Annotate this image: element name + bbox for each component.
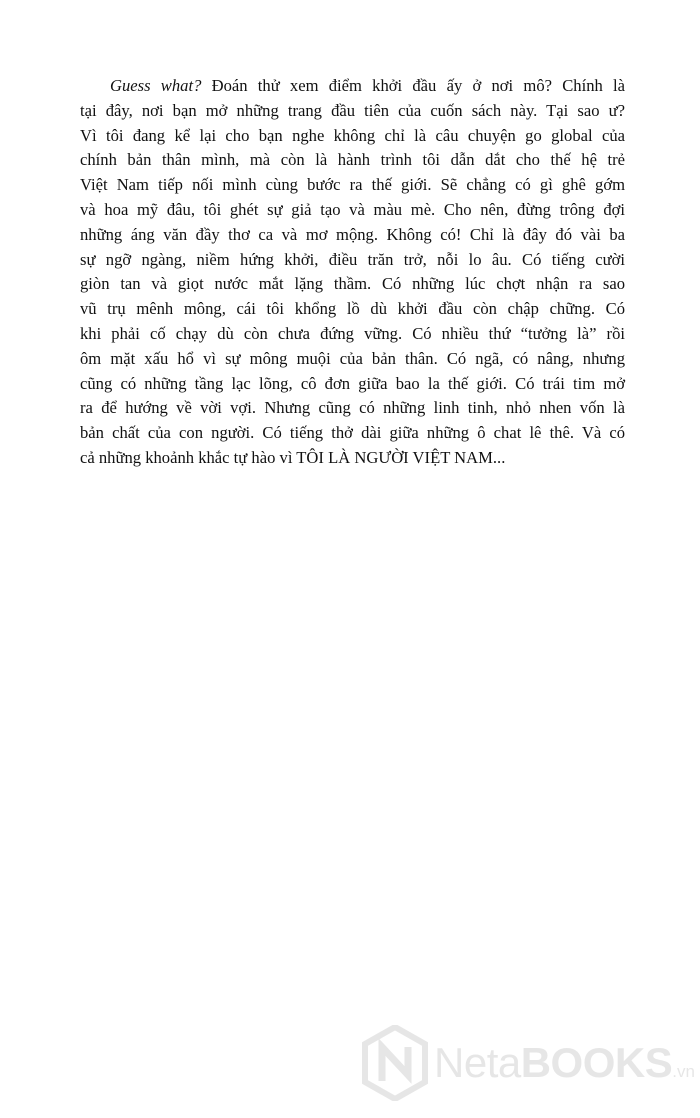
paragraph-line: ôm mặt xấu hổ vì sự mông muội của bản thân. Có ngã, có nâng, nhưng xyxy=(80,348,625,368)
body-paragraph xyxy=(80,74,625,471)
paragraph-line: và hoa mỹ đâu, tôi ghét sự giả tạo và màu mè. Cho nên, đừng trông đợi xyxy=(80,199,625,219)
paragraph-line: cả những khoảnh khắc tự hào vì TÔI LÀ NGƯỜI VIỆT NAM... xyxy=(80,447,506,467)
paragraph-line: giòn tan và giọt nước mắt lặng thầm. Có những lúc chợt nhận ra sao xyxy=(80,274,625,294)
paragraph-line: khi phải cố chạy dù còn chưa đứng vững. Có nhiều thứ “tưởng là” rồi xyxy=(80,323,625,343)
paragraph-line: Vì tôi đang kể lại cho bạn nghe không chỉ là câu chuyện go global của xyxy=(80,125,625,145)
netabooks-logo-icon xyxy=(362,1025,428,1101)
paragraph-line: tại đây, nơi bạn mở những trang đầu tiên của cuốn sách này. Tại sao ư? xyxy=(80,100,625,120)
paragraph-line xyxy=(80,74,625,99)
paragraph-line: Việt Nam tiếp nối mình cùng bước ra thế giới. Sẽ chẳng có gì ghê gớm xyxy=(80,175,625,195)
brand-suffix: .vn xyxy=(672,1062,695,1081)
brand-neta: Neta xyxy=(434,1039,521,1086)
line-text: Đoán thử xem điểm khởi đầu ấy ở nơi mô? Chính là xyxy=(201,76,625,95)
paragraph-line: cũng có những tầng lạc lõng, cô đơn giữa bao la thế giới. Có trái tim mở xyxy=(80,373,625,393)
paragraph-line: bản chất của con người. Có tiếng thở dài giữa những ô chat lê thê. Và có xyxy=(80,423,625,443)
paragraph-line: vũ trụ mênh mông, cái tôi khổng lồ dù khởi đầu còn chập chững. Có xyxy=(80,299,625,319)
brand-books: BOOKS xyxy=(520,1039,673,1086)
paragraph-line: những áng văn đầy thơ ca và mơ mộng. Không có! Chỉ là đây đó vài ba xyxy=(80,224,625,244)
watermark xyxy=(362,1025,695,1105)
paragraph-line: ra để hướng về vời vợi. Nhưng cũng có những linh tinh, nhỏ nhen vốn là xyxy=(80,398,625,418)
watermark-brand xyxy=(434,1039,695,1087)
paragraph-line: sự ngỡ ngàng, niềm hứng khởi, điều trăn trở, nỗi lo âu. Có tiếng cười xyxy=(80,249,625,269)
lead-phrase: Guess what? xyxy=(110,76,202,95)
paragraph-line: chính bản thân mình, mà còn là hành trình tôi dẫn dắt cho thế hệ trẻ xyxy=(80,150,625,170)
